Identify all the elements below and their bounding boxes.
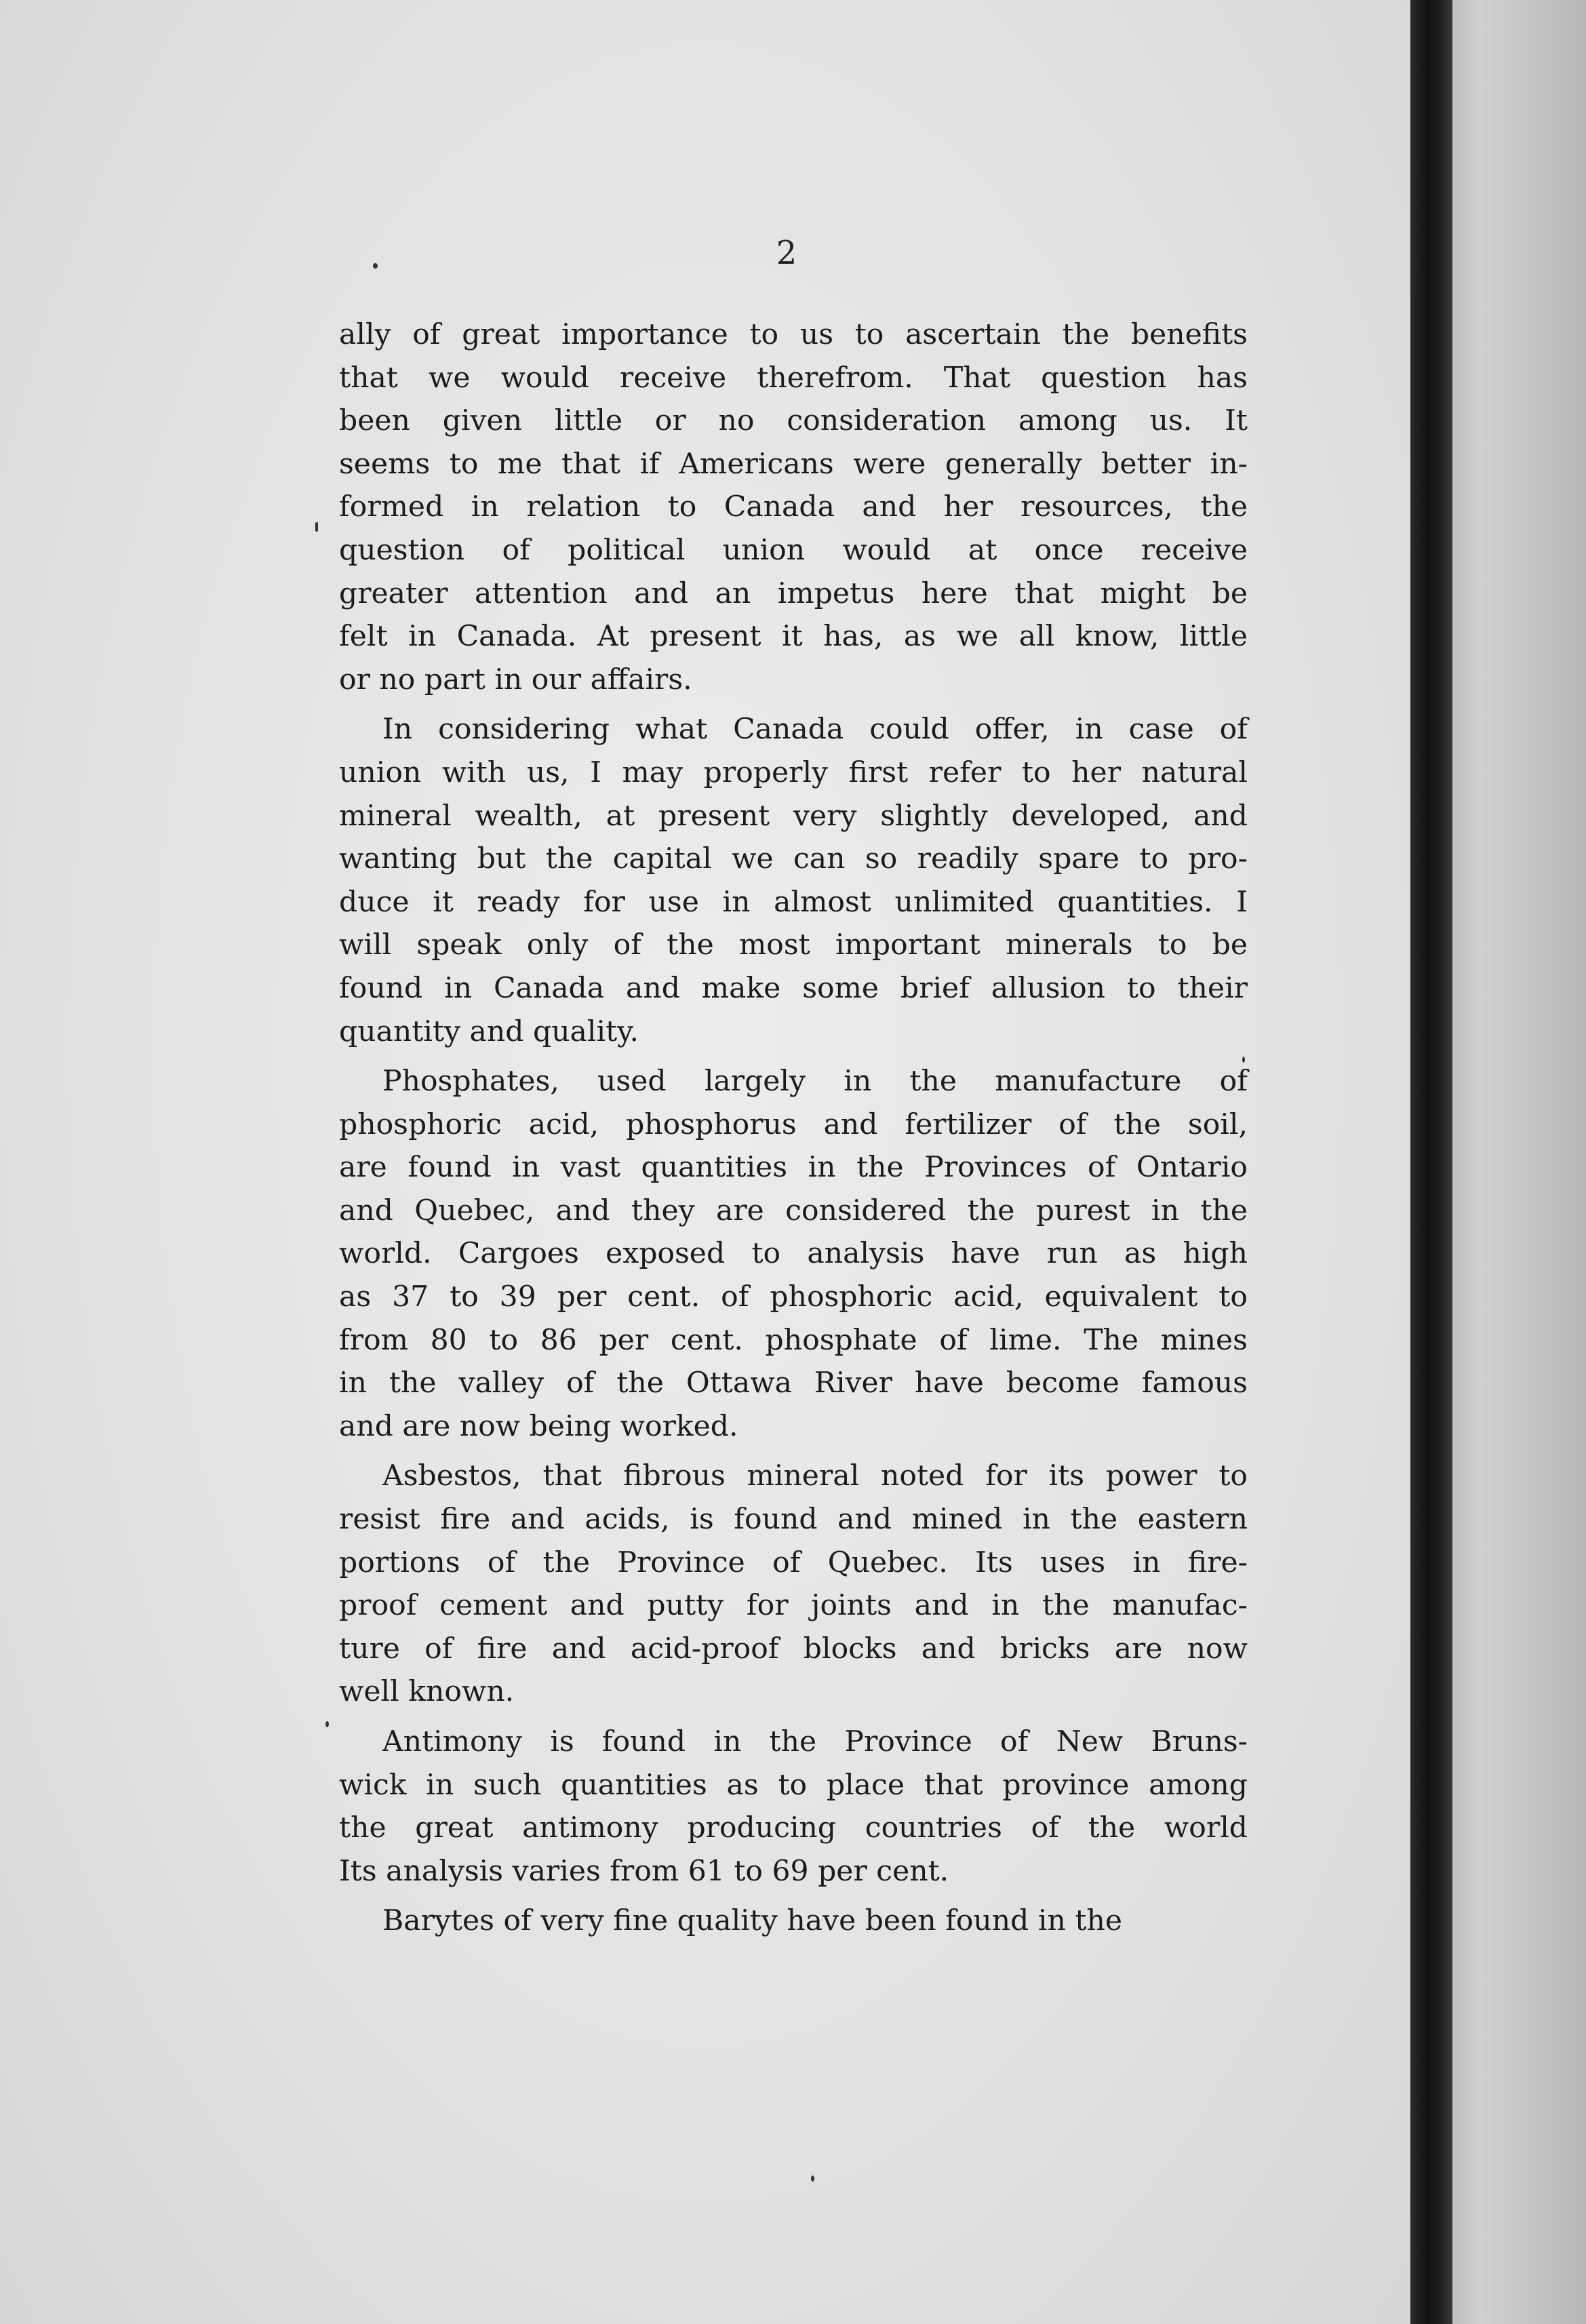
text-line: formed in relation to Canada and her resources, the [339, 490, 1248, 524]
ink-speck [373, 263, 378, 269]
text-line: union with us, I may properly first refer to her natural [339, 755, 1248, 789]
book-spine [1410, 0, 1452, 2324]
text-line: ally of great importance to us to ascertain the benefits [339, 318, 1248, 351]
text-line: wick in such quantities as to place that province among [339, 1768, 1248, 1802]
text-line: quantity and quality. [339, 1015, 639, 1048]
text-line: will speak only of the most important minerals to be [339, 928, 1248, 962]
text-line: in the valley of the Ottawa River have become famous [339, 1366, 1248, 1400]
text-line: resist fire and acids, is found and mined in the eastern [339, 1503, 1248, 1537]
text-line: phosphoric acid, phosphorus and fertilizer of the soil, [339, 1107, 1248, 1141]
text-line: ture of fire and acid-proof blocks and bricks are now [339, 1632, 1248, 1666]
paragraph [339, 1899, 1248, 1943]
ink-speck [811, 2175, 814, 2182]
text-line: Barytes of very fine quality have been found in the [382, 1904, 1122, 1938]
text-line: that we would receive therefrom. That question has [339, 361, 1248, 395]
paragraph [339, 708, 1248, 1053]
ink-speck [315, 522, 318, 532]
text-line: Its analysis varies from 61 to 69 per cent. [339, 1854, 949, 1888]
text-line: and are now being worked. [339, 1409, 738, 1443]
page-number: 2 [776, 234, 797, 272]
text-line: Asbestos, that fibrous mineral noted for its power to [382, 1459, 1248, 1493]
text-line: duce it ready for use in almost unlimited quantities. I [339, 885, 1248, 919]
text-line: been given little or no consideration among us. It [339, 404, 1248, 438]
text-line: wanting but the capital we can so readily spare to pro- [339, 842, 1248, 876]
text-line: Phosphates, used largely in the manufacture of [382, 1065, 1248, 1099]
paragraph [339, 1720, 1248, 1893]
body-text [339, 313, 1248, 1943]
text-line: greater attention and an impetus here that might be [339, 576, 1248, 610]
text-line: or no part in our affairs. [339, 663, 692, 696]
text-line: are found in vast quantities in the Provinces of Ontario [339, 1151, 1248, 1185]
text-line: proof cement and putty for joints and in the manufac- [339, 1589, 1248, 1623]
text-line: felt in Canada. At present it has, as we all know, little [339, 620, 1248, 654]
text-line: well known. [339, 1675, 515, 1709]
text-line: found in Canada and make some brief allusion to their [339, 971, 1248, 1005]
text-line: the great antimony producing countries of the world [339, 1811, 1248, 1845]
text-line: world. Cargoes exposed to analysis have run as high [339, 1237, 1248, 1271]
text-line: question of political union would at once receive [339, 533, 1248, 567]
text-line: and Quebec, and they are considered the purest in the [339, 1194, 1248, 1227]
paragraph [339, 1455, 1248, 1714]
page-edge [1452, 0, 1586, 2324]
text-line: mineral wealth, at present very slightly developed, and [339, 799, 1248, 833]
text-line: seems to me that if Americans were generally better in- [339, 447, 1248, 481]
text-line: from 80 to 86 per cent. phosphate of lime. The mines [339, 1323, 1248, 1357]
text-line: portions of the Province of Quebec. Its uses in fire- [339, 1545, 1248, 1579]
text-line: as 37 to 39 per cent. of phosphoric acid, equivalent to [339, 1280, 1248, 1314]
ink-speck [1242, 1057, 1245, 1063]
text-line: In considering what Canada could offer, in case of [382, 713, 1248, 747]
text-line: Antimony is found in the Province of New Bruns- [382, 1725, 1248, 1758]
paragraph [339, 313, 1248, 701]
ink-speck [325, 1721, 329, 1727]
paragraph [339, 1060, 1248, 1448]
